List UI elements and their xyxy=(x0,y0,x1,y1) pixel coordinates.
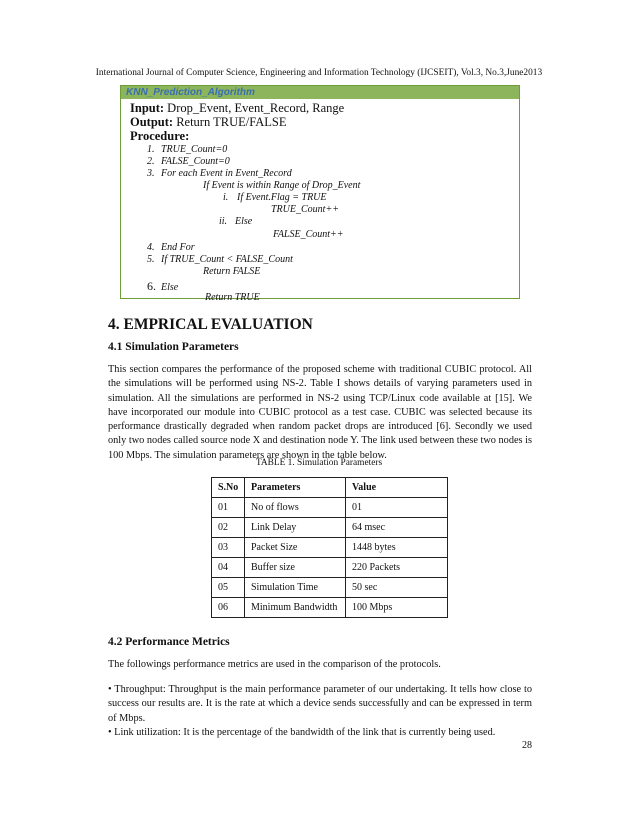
table-cell: 03 xyxy=(212,538,245,558)
algorithm-line: If Event is within Range of Drop_Event xyxy=(203,180,361,191)
table-header-cell: S.No xyxy=(212,478,245,498)
table-row xyxy=(212,578,448,598)
table-row xyxy=(212,598,448,618)
table-caption: TABLE 1. Simulation Parameters xyxy=(255,458,383,468)
journal-header: International Journal of Computer Science, Engineering and Information Technology (IJCSEIT), Vol.3, No.3,June2013 xyxy=(95,68,543,78)
algorithm-line: 6. Else xyxy=(147,279,179,293)
algorithm-output: Output: Return TRUE/FALSE xyxy=(130,115,287,129)
table-header-cell: Parameters xyxy=(245,478,346,498)
section-4-heading: 4. EMPRICAL EVALUATION xyxy=(108,316,313,333)
table-cell: 100 Mbps xyxy=(346,598,448,618)
table-cell: 01 xyxy=(212,498,245,518)
section-4-2-heading: 4.2 Performance Metrics xyxy=(108,636,230,648)
algorithm-line: 2. FALSE_Count=0 xyxy=(147,156,230,167)
algorithm-line: 5. If TRUE_Count < FALSE_Count xyxy=(147,254,293,265)
algorithm-line: 1. TRUE_Count=0 xyxy=(147,144,228,155)
table-row xyxy=(212,518,448,538)
section-4-2-intro: The followings performance metrics are used in the comparison of the protocols. xyxy=(108,659,441,670)
algorithm-line: Return TRUE xyxy=(205,292,260,303)
table-cell: 04 xyxy=(212,558,245,578)
table-cell: 05 xyxy=(212,578,245,598)
table-cell: 220 Packets xyxy=(346,558,448,578)
link-utilization-bullet: • Link utilization: It is the percentage of the bandwidth of the link that is currently being used. xyxy=(108,727,496,738)
algorithm-title: KNN_Prediction_Algorithm xyxy=(121,86,519,99)
simulation-parameters-table xyxy=(211,477,448,618)
table-header-row xyxy=(212,478,448,498)
table-cell: No of flows xyxy=(245,498,346,518)
algorithm-line: TRUE_Count++ xyxy=(271,204,339,215)
algorithm-line: ii. Else xyxy=(219,216,253,227)
table-cell: 01 xyxy=(346,498,448,518)
algorithm-line: FALSE_Count++ xyxy=(273,229,344,240)
table-cell: Link Delay xyxy=(245,518,346,538)
page-number: 28 xyxy=(522,740,532,751)
table-cell: Buffer size xyxy=(245,558,346,578)
algorithm-line: 3. For each Event in Event_Record xyxy=(147,168,292,179)
algorithm-input: Input: Drop_Event, Event_Record, Range xyxy=(130,101,345,115)
algorithm-line: i. If Event.Flag = TRUE xyxy=(223,192,327,203)
table-header-cell: Value xyxy=(346,478,448,498)
table-cell: 50 sec xyxy=(346,578,448,598)
algorithm-line: Return FALSE xyxy=(203,266,261,277)
table-cell: 1448 bytes xyxy=(346,538,448,558)
section-4-1-paragraph: This section compares the performance of the proposed scheme with traditional CUBIC protocol. All the simulations will be performed using NS-2. Table I shows details of varying parameters used in simulation. All the simulations are performed in NS-2 using TCP/Linux code available at [15]. We have incorporated our module into CUBIC protocol as a test case. CUBIC was selected because its performance drastically degraded when random packet drops are introduced [6]. Secondly we used only two nodes called source node X and destination node Y. The link used between these two nodes is 100 Mbps. The simulation parameters are shown in the table below. xyxy=(108,364,532,461)
algorithm-procedure-label: Procedure: xyxy=(130,129,190,143)
table-row xyxy=(212,538,448,558)
table-cell: Minimum Bandwidth xyxy=(245,598,346,618)
table-cell: Packet Size xyxy=(245,538,346,558)
algorithm-box xyxy=(120,85,520,303)
section-4-1-heading: 4.1 Simulation Parameters xyxy=(108,341,239,353)
table-row xyxy=(212,558,448,578)
throughput-bullet: • Throughput: Throughput is the main performance parameter of our undertaking. It tells how close to success our results are. It is the rate at which a device sends successfully and can be expressed in term of Mbps. xyxy=(108,684,532,724)
table-cell: 64 msec xyxy=(346,518,448,538)
table-cell: 06 xyxy=(212,598,245,618)
algorithm-line: 4. End For xyxy=(147,242,195,253)
table-cell: 02 xyxy=(212,518,245,538)
table-row xyxy=(212,498,448,518)
table-cell: Simulation Time xyxy=(245,578,346,598)
